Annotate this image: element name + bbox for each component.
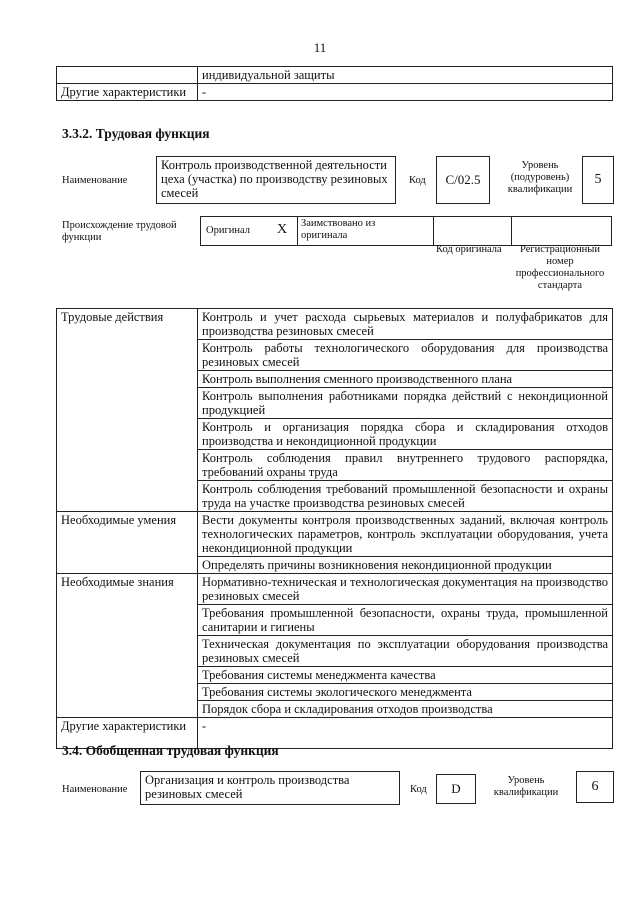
s332-x-mark: X — [277, 222, 288, 237]
knowledge-item: Порядок сбора и складирования отходов производства — [198, 701, 613, 718]
knowledge-item: Техническая документация по эксплуатации оборудования производства резиновых смесей — [198, 636, 613, 667]
knowledge-item: Требования системы менеджмента качества — [198, 667, 613, 684]
s34-code-box: D — [436, 774, 476, 804]
s332-origin-row — [200, 216, 612, 246]
s34-name-box: Организация и контроль производства резиновых смесей — [140, 771, 400, 805]
other-value: - — [198, 718, 613, 749]
action-item: Контроль соблюдения правил внутреннего трудового распорядка, требований охраны труда — [198, 450, 613, 481]
s332-reg-number-label: Регистрационный номер профессионального стандарта — [515, 244, 605, 291]
section-332-heading: 3.3.2. Трудовая функция — [62, 126, 210, 141]
s34-name-label: Наименование — [62, 784, 128, 795]
continuation-other-value: - — [198, 84, 613, 101]
action-item: Контроль работы технологического оборудования для производства резиновых смесей — [198, 340, 613, 371]
s332-name-box: Контроль производственной деятельности цеха (участка) по производству резиновых смесей — [156, 156, 396, 204]
page-number: 11 — [313, 40, 327, 55]
s332-origin-label: Происхождение трудовой функции — [62, 220, 177, 243]
knowledge-item: Нормативно-техническая и технологическая документация на производство резиновых смесей — [198, 574, 613, 605]
continuation-table — [56, 66, 613, 101]
action-item: Контроль выполнения работниками порядка действий с некондиционной продукцией — [198, 388, 613, 419]
s332-code-box: C/02.5 — [436, 156, 490, 204]
other-label: Другие характеристики — [57, 718, 198, 749]
s332-level-box: 5 — [582, 156, 614, 204]
labor-function-table — [56, 308, 613, 749]
action-item: Контроль и организация порядка сбора и складирования отходов производства и некондиционной продукции — [198, 419, 613, 450]
s332-code-label: Код — [409, 175, 426, 186]
action-item: Контроль выполнения сменного производственного плана — [198, 371, 613, 388]
s34-level-label: Уровень квалификации — [493, 775, 559, 798]
knowledge-item: Требования системы экологического менеджмента — [198, 684, 613, 701]
section-34-heading: 3.4. Обобщенная трудовая функция — [62, 743, 279, 758]
knowledge-label: Необходимые знания — [57, 574, 198, 718]
s332-name-label: Наименование — [62, 175, 128, 186]
s332-level-label: Уровень (подуровень) квалификации — [507, 160, 573, 195]
action-item: Контроль соблюдения требований промышленной безопасности и охраны труда на участке производства резиновых смесей — [198, 481, 613, 512]
s332-borrowed-label: Заимствовано из оригинала — [301, 218, 376, 241]
continuation-row1-value: индивидуальной защиты — [198, 67, 613, 84]
continuation-empty-cell — [57, 67, 198, 84]
s34-code-label: Код — [410, 784, 427, 795]
s34-level-box: 6 — [576, 771, 614, 803]
continuation-other-label: Другие характеристики — [57, 84, 198, 101]
actions-label: Трудовые действия — [57, 309, 198, 512]
knowledge-item: Требования промышленной безопасности, охраны труда, промышленной санитарии и гигиены — [198, 605, 613, 636]
skills-label: Необходимые умения — [57, 512, 198, 574]
skill-item: Определять причины возникновения некондиционной продукции — [198, 557, 613, 574]
s332-origin-divider2 — [433, 217, 434, 245]
s332-origin-divider1 — [297, 217, 298, 245]
s332-origin-code-label: Код оригинала — [436, 244, 502, 255]
action-item: Контроль и учет расхода сырьевых материалов и полуфабрикатов для производства резиновых смесей — [198, 309, 613, 340]
s332-origin-divider3 — [511, 217, 512, 245]
skill-item: Вести документы контроля производственных заданий, включая контроль технологических параметров, контроль эксплуатации оборудования, учета некондиционной продукции — [198, 512, 613, 557]
s332-original-label: Оригинал — [206, 225, 250, 236]
